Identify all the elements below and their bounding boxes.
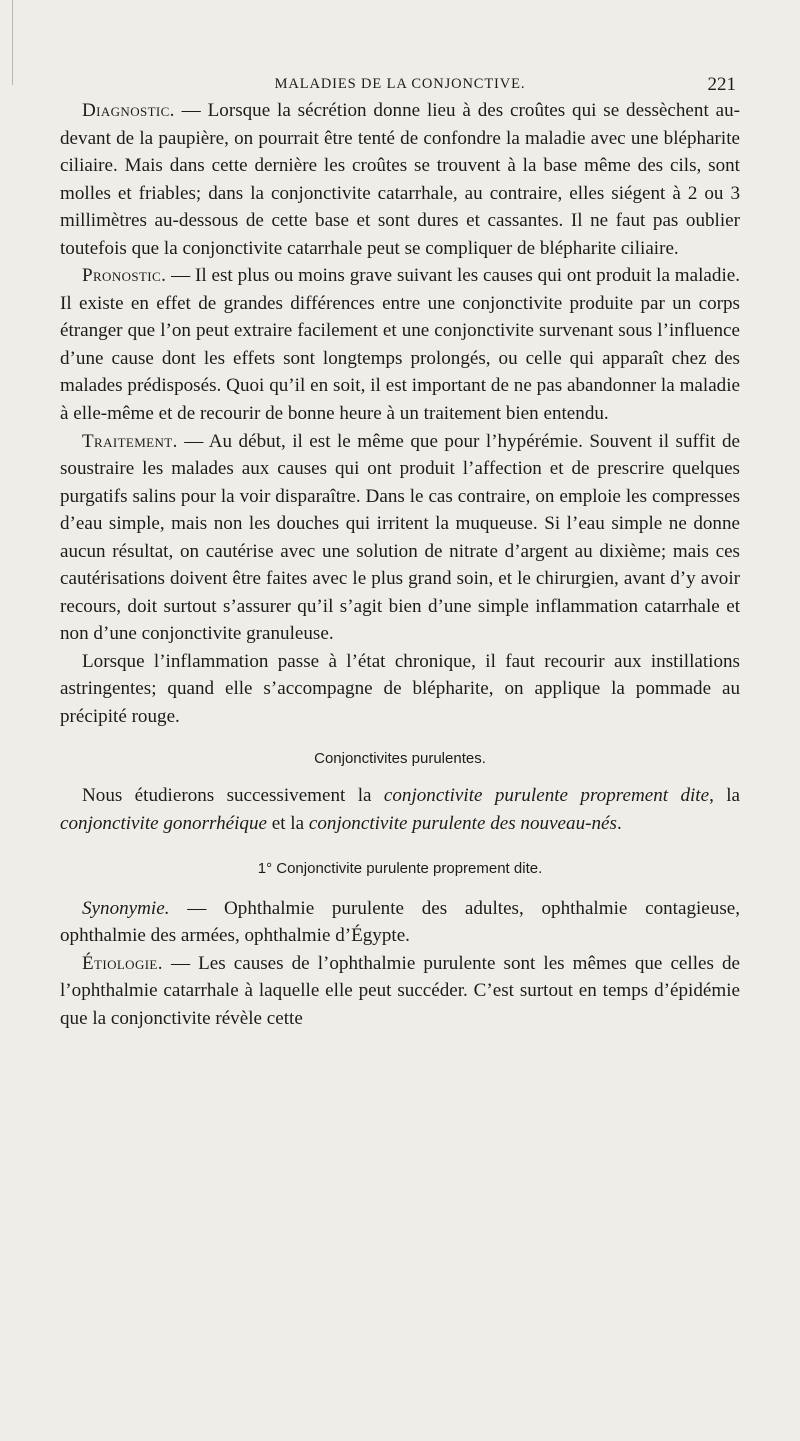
body-text <box>60 97 740 1033</box>
paragraph-traitement <box>60 428 740 648</box>
section-heading: Conjonctivites purulentes. <box>314 749 486 767</box>
paragraph-chronique <box>60 648 740 731</box>
text-traitement: — Au début, il est le même que pour l’hypérémie. Souvent il suffit de soustraire les malades aux causes qui ont produit l’affection et de prescrire quelques purgatifs salins pour la voir disparaître. Dans le cas contraire, on emploie les compresses d’eau simple, mais non les douches qui irritent la muqueuse. Si l’eau simple ne donne aucun résultat, on cautérise avec une solution de nitrate d’argent au dixième; mais ces cautérisations doivent être faites avec le plus grand soin, et le chirurgien, avant d’y avoir recours, doit surtout s’assurer qu’il s’agit bien d’une simple inflammation catarrhale et non d’une conjonctivite granuleuse. <box>60 430 740 645</box>
italic-term-2: conjonctivite gonorrhéique <box>60 812 267 834</box>
label-synonymie: Synonymie. <box>82 897 170 919</box>
label-etiologie: Étiologie. <box>82 952 163 974</box>
label-diagnostic: Diagnostic. <box>82 100 175 121</box>
running-head <box>0 74 800 98</box>
paragraph-diagnostic <box>60 97 740 262</box>
text-etudierons-4: . <box>616 812 622 834</box>
text-etudierons-2: , la <box>709 785 740 807</box>
paragraph-pronostic <box>60 262 740 427</box>
label-traitement: Traitement. <box>82 430 178 452</box>
running-title: MALADIES DE LA CONJONCTIVE. <box>274 76 526 92</box>
page-fold-edge <box>0 0 13 85</box>
page-number: 221 <box>707 74 736 95</box>
text-etiologie: — Les causes de l’ophthalmie purulente sont les mêmes que celles de l’ophthalmie catarrhale à laquelle elle peut succéder. C’est surtout en temps d’épidémie que la conjonctivite révèle cette <box>60 952 740 1029</box>
text-synonymie: — Ophthalmie purulente des adultes, ophthalmie contagieuse, ophthalmie des armées, ophthalmie d’Égypte. <box>60 897 740 947</box>
subheading: 1° Conjonctivite purulente proprement dite. <box>257 860 543 878</box>
text-pronostic: — Il est plus ou moins grave suivant les causes qui ont produit la maladie. Il existe en effet de grandes différences entre une conjonctivite produite par un corps étranger que l’on peut extraire facilement et une conjonctivite survenant sous l’influence d’une cause dont les effets sont longtemps prolongés, ou celle qui apparaît chez des malades prédisposés. Quoi qu’il en soit, il est important de ne pas abandonner la maladie à elle-même et de recourir de bonne heure à un traitement bien entendu. <box>60 265 740 425</box>
text-etudierons-3: et la <box>266 812 309 834</box>
text-etudierons-1: Nous étudierons successivement la <box>82 785 384 807</box>
paragraph-etiologie <box>60 950 740 1033</box>
italic-term-1: conjonctivite purulente proprement dite <box>383 785 710 807</box>
italic-term-3: conjonctivite purulente des nouveau-nés <box>308 812 617 834</box>
label-pronostic: Pronostic. <box>82 265 167 287</box>
text-diagnostic: — Lorsque la sécrétion donne lieu à des croûtes qui se dessèchent au-devant de la paupière, on pourrait être tenté de confondre la maladie avec une blépharite ciliaire. Mais dans cette dernière les croûtes se trouvent à la base même des cils, sont molles et friables; dans la conjonctivite catarrhale, au contraire, elles siégent à 2 ou 3 millimètres au-dessous de cette base et sont dures et cassantes. Il ne faut pas oublier toutefois que la conjonctivite catarrhale peut se compliquer de blépharite ciliaire. <box>60 100 740 259</box>
paragraph-synonymie <box>60 895 740 950</box>
paragraph-etudierons <box>60 782 740 837</box>
text-chronique: Lorsque l’inflammation passe à l’état chronique, il faut recourir aux instillations astringentes; quand elle s’accompagne de blépharite, on applique la pommade au précipité rouge. <box>60 650 740 728</box>
